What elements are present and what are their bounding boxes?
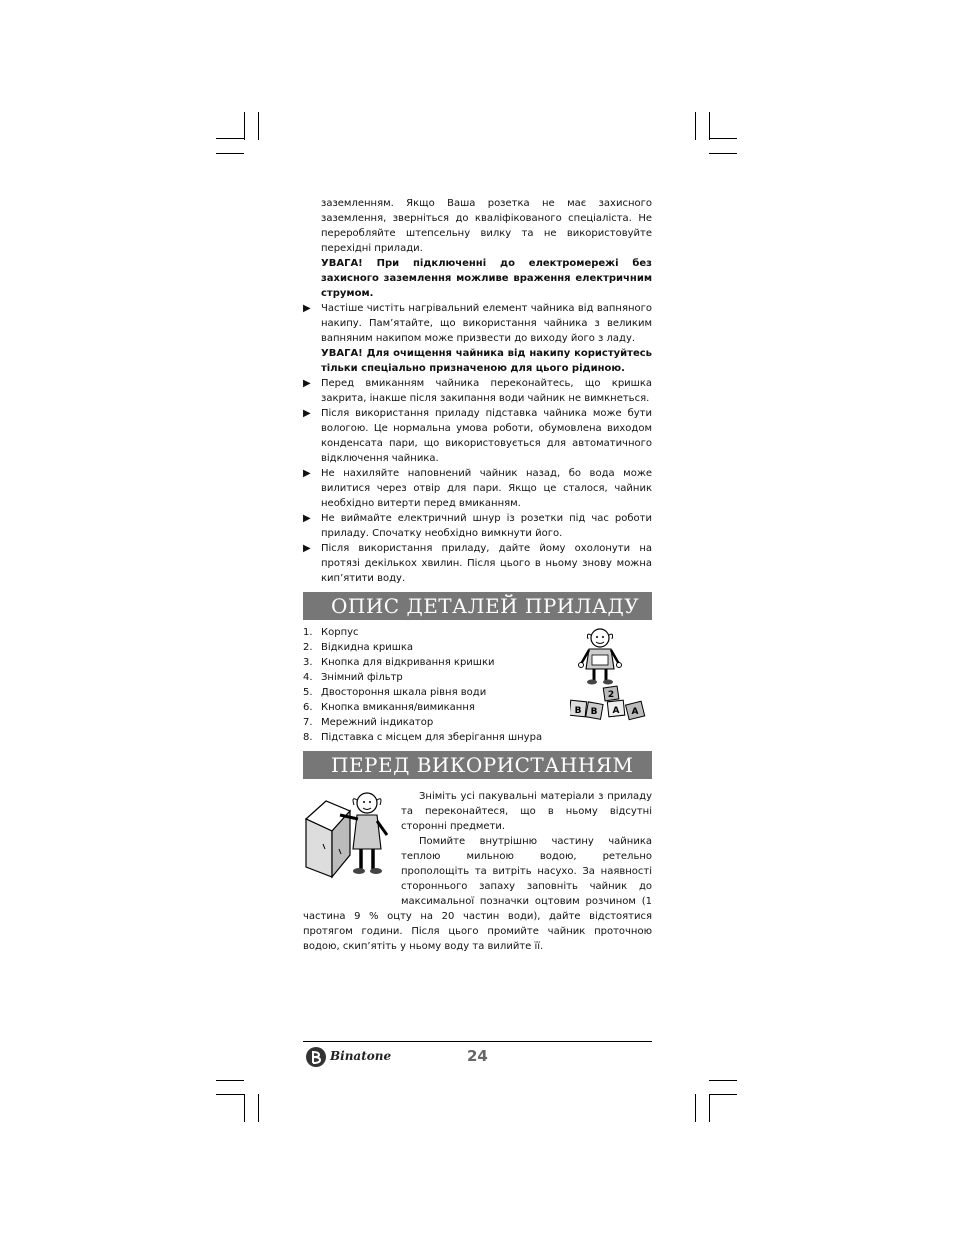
crop-mark — [709, 1094, 710, 1122]
text-column — [303, 196, 652, 952]
intro-warning: УВАГА! При підключенні до електромережі без захисного заземлення можливе враження електричним струмом. — [321, 258, 652, 299]
parts-list-item: 2. Відкидна кришка — [303, 642, 414, 653]
parts-list-item: 6. Кнопка вмикання/вимикання — [303, 702, 475, 713]
before-use-paragraph-1: Зніміть усі пакувальні матеріали з приладу та переконайтеся, що в ньому відсутні сторонні предмети. — [401, 791, 652, 832]
cartoon-character-with-box-illustration — [303, 789, 398, 885]
intro-text: заземленням. Якщо Ваша розетка не має захисного заземлення, зверніться до кваліфікованого спеціаліста. Не переробляйте штепсельну вилку та не використовуйте перехідні прилади. — [321, 198, 652, 254]
list-item — [303, 541, 652, 586]
block-letter: В — [574, 706, 582, 716]
parts-list-item: 1. Корпус — [303, 627, 359, 638]
footer-rule — [303, 1041, 652, 1042]
section-heading-before-use: ПЕРЕД ВИКОРИСТАННЯМ — [303, 751, 652, 779]
parts-list-item: 8. Підставка с місцем для зберігання шнура — [303, 732, 543, 743]
parts-section — [303, 625, 652, 745]
crop-mark — [216, 138, 244, 139]
crop-mark — [695, 1094, 696, 1122]
crop-mark — [709, 1094, 737, 1095]
list-item — [303, 376, 652, 406]
list-item-text: Після використання приладу, дайте йому охолонути на протязі декількох хвилин. Після цього в ньому знову можна кип’ятити воду. — [321, 543, 652, 584]
triangle-bullet-icon: ▶ — [303, 303, 311, 314]
block-letter: А — [612, 706, 620, 716]
cartoon-character-on-blocks-illustration — [570, 625, 650, 725]
crop-mark — [258, 112, 259, 140]
before-use-paragraph-2: Помийте внутрішню частину чайника теплою мильною водою, ретельно прополощіть та витріть насухо. За наявності стороннього запаху заповніть чайник до максимальної позначки оцтовим розчином (1 частина 9 % оцту на 20 частин води), дайте відстоятися протягом години. Після цього промийте чайник проточною водою, скип’ятіть у ньому воду та вилийте її. — [303, 836, 652, 952]
block-letter: А — [631, 707, 639, 717]
crop-mark — [709, 138, 737, 139]
parts-list-item: 7. Мережний індикатор — [303, 717, 434, 728]
brand-name: Binatone — [330, 1049, 392, 1063]
illustration-spacer — [303, 789, 401, 897]
crop-mark — [244, 1094, 245, 1122]
list-item-text: Не виймайте електричний шнур із розетки під час роботи приладу. Спочатку необхідно вимкнути його. — [321, 513, 652, 539]
crop-mark — [216, 1080, 244, 1081]
block-letter: 2 — [607, 690, 615, 700]
section-heading-parts: ОПИС ДЕТАЛЕЙ ПРИЛАДУ — [303, 592, 652, 620]
list-item-text: Частіше чистіть нагрівальний елемент чайника від вапняного накипу. Пам’ятайте, що використання чайника з великим вапняним накипом може призвести до виходу його з ладу. — [321, 303, 652, 344]
crop-mark — [709, 112, 710, 140]
triangle-bullet-icon: ▶ — [303, 408, 311, 419]
list-item-text: Після використання приладу підставка чайника може бути вологою. Це нормальна умова роботи, обумовлена виходом конденсата пари, що використовується для автоматичного відключення чайника. — [321, 408, 652, 464]
list-item — [303, 511, 652, 541]
page-number: 24 — [467, 1047, 488, 1065]
crop-mark — [258, 1094, 259, 1122]
block-letter: В — [590, 707, 598, 717]
list-item — [303, 301, 652, 376]
crop-mark — [709, 153, 737, 154]
letter-blocks — [570, 686, 645, 720]
list-item — [303, 466, 652, 511]
intro-paragraph — [303, 196, 652, 301]
before-use-section — [303, 789, 652, 952]
triangle-bullet-icon: ▶ — [303, 543, 311, 554]
list-item-text: Перед вмиканням чайника переконайтесь, що кришка закрита, інакше після закипання води чайник не вимкнеться. — [321, 378, 652, 404]
list-item-warning: УВАГА! Для очищення чайника від накипу користуйтесь тільки спеціально призначеною для цього рідиною. — [321, 348, 652, 374]
triangle-bullet-icon: ▶ — [303, 513, 311, 524]
crop-mark — [244, 112, 245, 140]
crop-mark — [216, 153, 244, 154]
parts-list-item: 5. Двостороння шкала рівня води — [303, 687, 487, 698]
crop-mark — [709, 1080, 737, 1081]
parts-list-item: 3. Кнопка для відкривання кришки — [303, 657, 495, 668]
list-item — [303, 406, 652, 466]
parts-list-item: 4. Знімний фільтр — [303, 672, 403, 683]
list-item-text: Не нахиляйте наповнений чайник назад, бо вода може вилитися через отвір для пари. Якщо це сталося, чайник необхідно витерти перед вмиканням. — [321, 468, 652, 509]
crop-mark — [695, 112, 696, 140]
crop-mark — [216, 1094, 244, 1095]
triangle-bullet-icon: ▶ — [303, 468, 311, 479]
triangle-bullet-icon: ▶ — [303, 378, 311, 389]
